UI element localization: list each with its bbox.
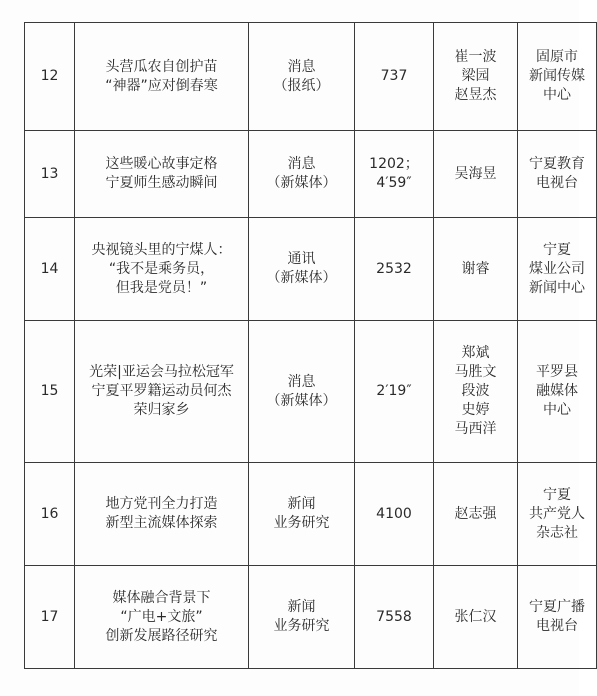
work-length-line: 7558	[376, 608, 412, 625]
author-name: 崔一波	[454, 49, 497, 65]
work-category-line: 消息	[287, 156, 316, 172]
organization-line: 宁夏	[543, 241, 571, 258]
work-title-line: 宁夏师生感动瞬间	[105, 175, 218, 191]
organization-line: 新闻中心	[529, 279, 585, 296]
work-category-line: （新媒体）	[266, 270, 337, 286]
publishing-organization	[518, 23, 597, 131]
work-title-line: “我不是乘务员，	[108, 260, 215, 277]
table-body	[25, 23, 597, 669]
organization-line: 中心	[543, 402, 571, 418]
table-row	[25, 566, 597, 669]
author-name: 马西洋	[454, 421, 497, 437]
work-title	[75, 321, 249, 463]
work-category	[249, 463, 355, 566]
work-category-line: 通讯	[287, 251, 316, 267]
work-authors	[434, 218, 518, 321]
organization-line: 平罗县	[536, 364, 578, 380]
work-title-line: 宁夏平罗籍运动员何杰	[91, 383, 232, 399]
author-name: 谢睿	[461, 260, 490, 277]
work-title	[75, 218, 249, 321]
work-category-line: （新媒体）	[266, 175, 337, 191]
work-authors	[434, 463, 518, 566]
work-length-line: 2532	[376, 260, 412, 277]
publishing-organization	[518, 218, 597, 321]
table-row	[25, 218, 597, 321]
organization-line: 新闻传媒	[529, 68, 585, 84]
work-category-line: 业务研究	[273, 618, 330, 634]
work-title-line: 这些暖心故事定格	[105, 156, 218, 172]
award-works-table	[24, 22, 597, 669]
table-row	[25, 463, 597, 566]
work-title-line: 新型主流媒体探索	[105, 515, 218, 531]
organization-line: 融媒体	[536, 383, 578, 399]
organization-line: 固原市	[536, 49, 578, 65]
work-title-line: 光荣|亚运会马拉松冠军	[89, 364, 234, 380]
work-category-line: 新闻	[287, 496, 316, 512]
entry-number: 16	[25, 463, 75, 566]
work-title-line: 地方党刊全力打造	[105, 496, 218, 512]
work-authors	[434, 566, 518, 669]
work-title	[75, 566, 249, 669]
author-name: 赵昱杰	[454, 87, 497, 103]
work-length	[355, 566, 434, 669]
work-title-line: “神器”应对倒春寒	[105, 77, 218, 94]
work-title-line: 央视镜头里的宁煤人：	[91, 241, 232, 258]
publishing-organization	[518, 463, 597, 566]
author-name: 段波	[461, 383, 490, 399]
author-name: 赵志强	[454, 505, 497, 522]
work-title-line: 荣归家乡	[133, 402, 190, 418]
work-title	[75, 463, 249, 566]
work-length	[355, 321, 434, 463]
entry-number: 14	[25, 218, 75, 321]
work-length-line: 2′19″	[376, 383, 412, 399]
author-name: 吴海昱	[454, 165, 497, 182]
work-category-line: 消息	[287, 58, 316, 75]
work-length	[355, 131, 434, 218]
organization-line: 电视台	[536, 175, 578, 191]
author-name: 郑斌	[461, 345, 490, 361]
organization-line: 宁夏广播	[529, 599, 585, 615]
organization-line: 中心	[543, 87, 571, 103]
work-length-line: 737	[380, 68, 408, 84]
entry-number: 17	[25, 566, 75, 669]
organization-line: 电视台	[536, 618, 578, 634]
work-category-line: （新媒体）	[266, 392, 337, 409]
entry-number: 12	[25, 23, 75, 131]
work-length	[355, 463, 434, 566]
work-category-line: 新闻	[287, 599, 316, 615]
table-row	[25, 23, 597, 131]
work-category	[249, 218, 355, 321]
work-category	[249, 23, 355, 131]
organization-line: 共产党人	[529, 505, 585, 522]
work-length	[355, 23, 434, 131]
work-length-line: 4′59″	[376, 175, 412, 191]
work-authors	[434, 321, 518, 463]
work-category-line: 业务研究	[273, 515, 330, 531]
table-row	[25, 321, 597, 463]
work-category-line: 消息	[287, 373, 316, 390]
work-authors	[434, 131, 518, 218]
publishing-organization	[518, 321, 597, 463]
work-length-line: 1202；	[369, 156, 419, 172]
work-title-line: 头营瓜农自创护苗	[105, 58, 218, 75]
entry-number: 13	[25, 131, 75, 218]
work-title-line: 媒体融合背景下	[112, 589, 211, 606]
organization-line: 煤业公司	[529, 260, 585, 277]
author-name: 史婷	[461, 402, 490, 418]
author-name: 马胜文	[454, 364, 497, 380]
work-title-line: 但我是党员！”	[115, 279, 208, 296]
publishing-organization	[518, 131, 597, 218]
work-length-line: 4100	[376, 505, 412, 522]
entry-number: 15	[25, 321, 75, 463]
work-category	[249, 321, 355, 463]
work-authors	[434, 23, 518, 131]
organization-line: 宁夏教育	[529, 156, 585, 172]
publishing-organization	[518, 566, 597, 669]
author-name: 梁园	[461, 68, 490, 84]
table-row	[25, 131, 597, 218]
work-title-line: “广电+文旅”	[120, 608, 203, 625]
work-category	[249, 131, 355, 218]
work-category	[249, 566, 355, 669]
work-title	[75, 131, 249, 218]
work-title	[75, 23, 249, 131]
work-length	[355, 218, 434, 321]
work-title-line: 创新发展路径研究	[105, 627, 218, 644]
organization-line: 杂志社	[536, 524, 578, 541]
organization-line: 宁夏	[543, 486, 571, 503]
work-category-line: （报纸）	[273, 77, 330, 94]
author-name: 张仁汉	[454, 608, 497, 625]
